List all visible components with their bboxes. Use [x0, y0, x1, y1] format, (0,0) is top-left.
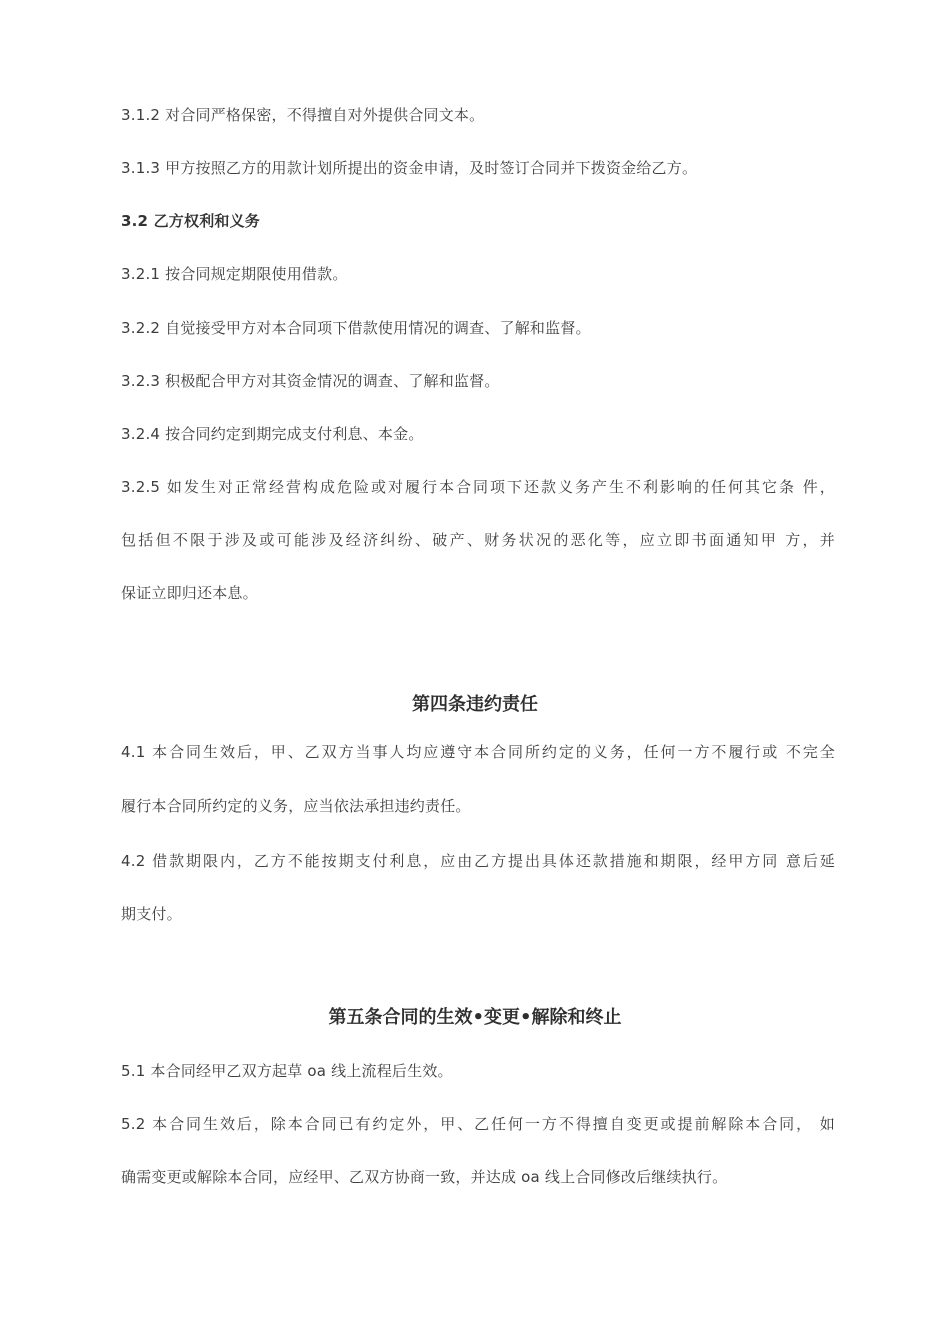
clause-4-1-line-2: 履行本合同所约定的义务，应当依法承担违约责任。 — [121, 797, 471, 815]
section-3-2-title: 3.2 乙方权利和义务 — [121, 212, 260, 230]
clause-4-2-line-2: 期支付。 — [121, 905, 182, 923]
clause-3-2-2: 3.2.2 自觉接受甲方对本合同项下借款使用情况的调查、了解和监督。 — [121, 319, 591, 337]
clause-5-2-line-1: 5.2 本合同生效后，除本合同已有约定外，甲、乙任何一方不得擅自变更或提前解除本合同， 如 — [121, 1115, 835, 1133]
article-4-heading: 第四条违约责任 — [412, 694, 538, 715]
clause-4-2-line-1: 4.2 借款期限内，乙方不能按期支付利息，应由乙方提出具体还款措施和期限，经甲方同 意后延 — [121, 852, 835, 870]
clause-3-2-5-line-2: 包括但不限于涉及或可能涉及经济纠纷、破产、财务状况的恶化等，应立即书面通知甲 方，并 — [121, 531, 835, 549]
clause-3-2-4: 3.2.4 按合同约定到期完成支付利息、本金。 — [121, 425, 424, 443]
article-5-heading: 第五条合同的生效•变更•解除和终止 — [328, 1007, 622, 1028]
clause-3-2-1: 3.2.1 按合同规定期限使用借款。 — [121, 265, 348, 283]
clause-3-2-5-line-1: 3.2.5 如发生对正常经营构成危险或对履行本合同项下还款义务产生不利影响的任何其它条 件， — [121, 478, 835, 496]
clause-4-1-line-1: 4.1 本合同生效后，甲、乙双方当事人均应遵守本合同所约定的义务，任何一方不履行或 不完全 — [121, 743, 835, 761]
clause-3-2-3: 3.2.3 积极配合甲方对其资金情况的调查、了解和监督。 — [121, 372, 500, 390]
clause-5-1: 5.1 本合同经甲乙双方起草 oa 线上流程后生效。 — [121, 1062, 453, 1080]
clause-3-1-2: 3.1.2 对合同严格保密，不得擅自对外提供合同文本。 — [121, 106, 485, 124]
clause-3-2-5-line-3: 保证立即归还本息。 — [121, 584, 258, 602]
clause-5-2-line-2: 确需变更或解除本合同，应经甲、乙双方协商一致，并达成 oa 线上合同修改后继续执行。 — [121, 1168, 728, 1186]
clause-3-1-3: 3.1.3 甲方按照乙方的用款计划所提出的资金申请，及时签订合同并下拨资金给乙方。 — [121, 159, 698, 177]
